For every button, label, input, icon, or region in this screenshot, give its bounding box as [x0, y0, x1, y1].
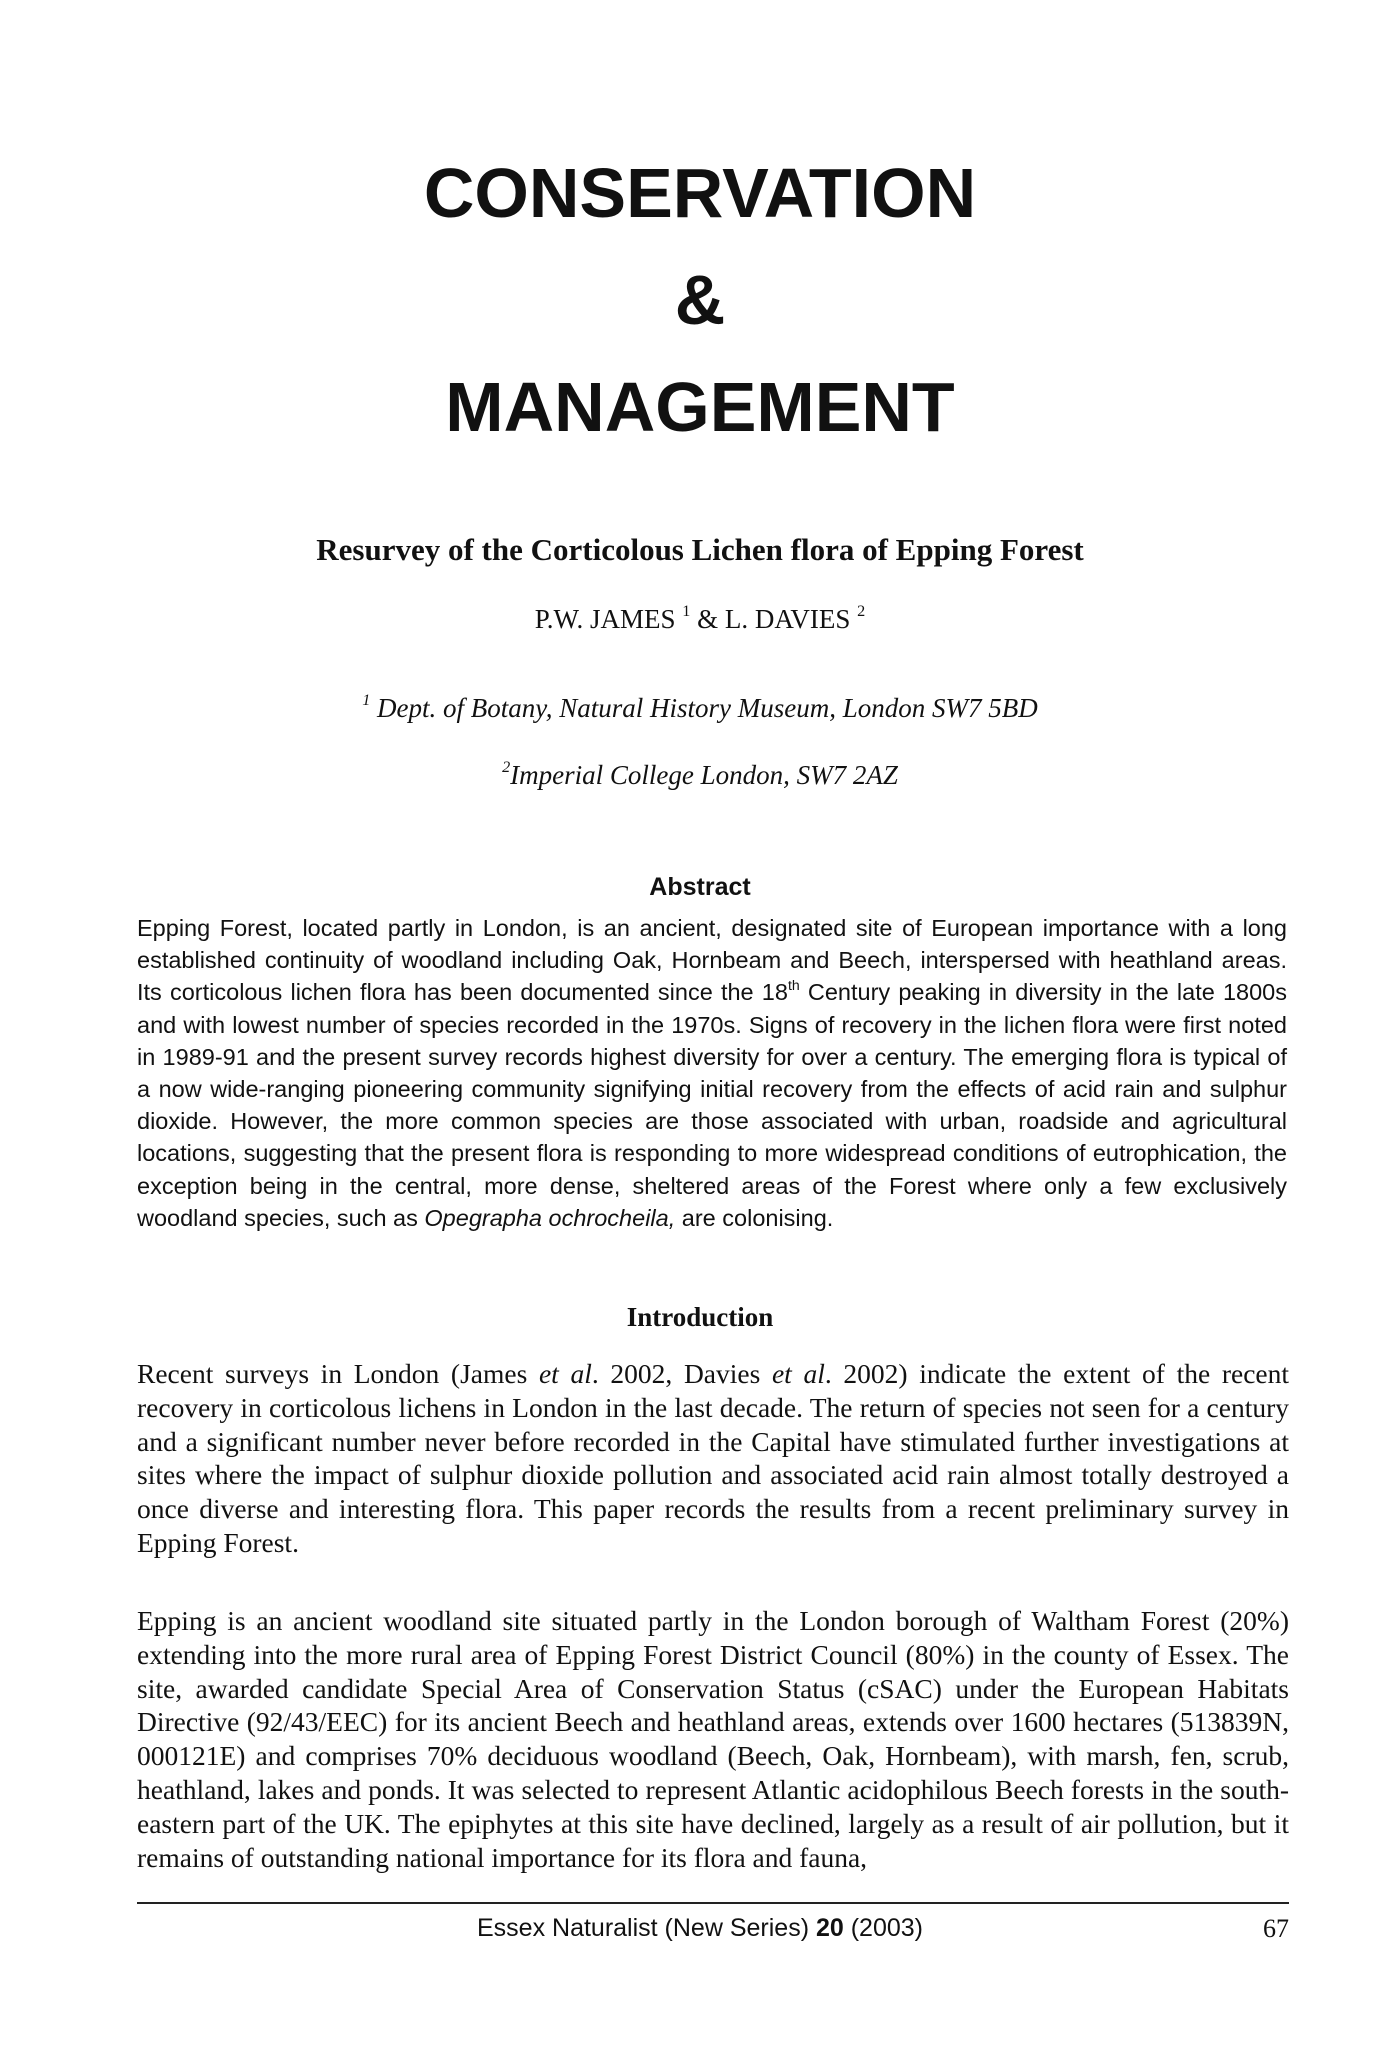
affiliation-2	[0, 760, 1400, 791]
author-1: P.W. JAMES	[534, 604, 676, 634]
abstract-text-part2: Century peaking in diversity in the late 1800s and with lowest number of species recorded in the 1970s. Signs of recovery in the lichen flora were first noted in 1989-91 and the present survey records highest diversity for over a century. The emerging flora is typical of a now wide-ranging pioneering community signifying initial recovery from the effects of acid rain and sulphur dioxide. However, the more common species are those associated with urban, roadside and agricultural locations, suggesting that the present flora is responding to more widespread conditions of eutrophication, the exception being in the central, more dense, sheltered areas of the Forest where only a few exclusively woodland species, such as	[137, 979, 1287, 1231]
author-1-affiliation-marker: 1	[682, 602, 691, 621]
affiliation-1	[0, 693, 1400, 724]
intro-p1-et-al-1: et al	[538, 1358, 592, 1389]
abstract-text-part3: are colonising.	[675, 1204, 834, 1231]
intro-p1-text-a: Recent surveys in London (James	[137, 1358, 539, 1389]
abstract-text-part1: Epping Forest, located partly in London, is an ancient, designated site of European importance with a long established continuity of woodland including Oak, Hornbeam and Beech, interspersed with heathland areas. Its corticolous lichen flora has been documented since the 18	[137, 915, 1287, 1006]
abstract-heading: Abstract	[649, 873, 751, 901]
footer-year: (2003)	[843, 1914, 923, 1942]
author-line	[0, 604, 1400, 635]
introduction-paragraph-1	[137, 1357, 1289, 1560]
author-2: & L. DAVIES	[697, 604, 851, 634]
introduction-paragraph-2: Epping is an ancient woodland site situated partly in the London borough of Waltham Forest (20%) extending into the more rural area of Epping Forest District Council (80%) in the county of Essex. The site, awarded candidate Special Area of Conservation Status (cSAC) under the European Habitats Directive (92/43/EEC) for its ancient Beech and heathland areas, extends over 1600 hectares (513839N, 000121E) and comprises 70% deciduous woodland (Beech, Oak, Hornbeam), with marsh, fen, scrub, heathland, lakes and ponds. It was selected to represent Atlantic acidophilous Beech forests in the south-eastern part of the UK. The epiphytes at this site have declined, largely as a result of air pollution, but it remains of outstanding national importance for its flora and fauna,	[137, 1605, 1289, 1873]
footer-divider	[137, 1902, 1289, 1904]
section-heading-ampersand: &	[674, 261, 726, 339]
page-number: 67	[1263, 1914, 1289, 1943]
footer-journal-citation	[0, 1914, 1400, 1943]
affiliation-1-text: Dept. of Botany, Natural History Museum, London SW7 5BD	[377, 693, 1038, 723]
intro-p1-text-b: . 2002, Davies	[591, 1358, 772, 1389]
introduction-heading: Introduction	[626, 1302, 774, 1332]
section-heading-line1: CONSERVATION	[423, 154, 977, 232]
abstract-species-name: Opegrapha ochrocheila,	[424, 1204, 676, 1231]
abstract-ordinal-suffix: th	[787, 977, 800, 994]
affiliation-1-marker: 1	[362, 691, 371, 710]
footer-volume: 20	[815, 1914, 844, 1942]
affiliation-2-marker: 2	[502, 758, 511, 777]
footer-journal-name: Essex Naturalist (New Series)	[476, 1914, 816, 1942]
paper-title: Resurvey of the Corticolous Lichen flora of Epping Forest	[316, 532, 1084, 567]
affiliation-2-text: Imperial College London, SW7 2AZ	[510, 760, 898, 790]
section-heading-line3: MANAGEMENT	[445, 368, 955, 446]
intro-p1-et-al-2: et al	[771, 1358, 825, 1389]
abstract-body	[137, 912, 1287, 1234]
author-2-affiliation-marker: 2	[857, 602, 866, 621]
intro-p1-text-c: . 2002) indicate the extent of the recent recovery in corticolous lichens in London in the last decade. The return of species not seen for a century and a significant number never before recorded in the Capital have stimulated further investigations at sites where the impact of sulphur dioxide pollution and associated acid rain almost totally destroyed a once diverse and interesting flora. This paper records the results from a recent preliminary survey in Epping Forest.	[137, 1358, 1290, 1558]
